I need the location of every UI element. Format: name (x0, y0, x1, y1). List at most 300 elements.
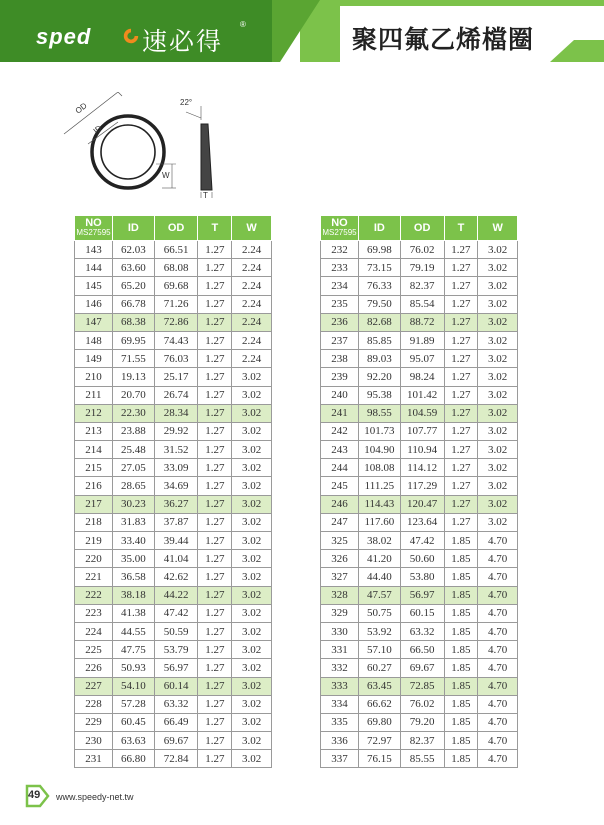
cell-id: 47.57 (358, 586, 400, 604)
cell-t: 1.85 (444, 622, 478, 640)
cell-od: 63.32 (400, 622, 444, 640)
cell-t: 1.85 (444, 732, 478, 750)
cell-no: 332 (321, 659, 359, 677)
cell-od: 71.26 (154, 295, 198, 313)
cell-od: 76.02 (400, 241, 444, 259)
cell-t: 1.27 (444, 313, 478, 331)
cell-id: 57.10 (358, 641, 400, 659)
cell-od: 56.97 (154, 659, 198, 677)
table-row (75, 241, 272, 259)
table-row (321, 586, 518, 604)
cell-no: 143 (75, 241, 113, 259)
cell-no: 145 (75, 277, 113, 295)
cell-w: 3.02 (478, 331, 518, 349)
cell-w: 2.24 (232, 241, 272, 259)
cell-od: 28.34 (154, 404, 198, 422)
cell-no: 215 (75, 459, 113, 477)
cell-id: 98.55 (358, 404, 400, 422)
cell-w: 3.02 (232, 713, 272, 731)
cell-w: 4.70 (478, 622, 518, 640)
ring-dimension-drawing (56, 92, 236, 202)
cell-id: 92.20 (358, 368, 400, 386)
cell-no: 223 (75, 604, 113, 622)
table-row (75, 677, 272, 695)
label-angle: 22° (180, 98, 193, 107)
cell-no: 235 (321, 295, 359, 313)
table-row (321, 677, 518, 695)
cell-no: 227 (75, 677, 113, 695)
cell-w: 3.02 (478, 277, 518, 295)
cell-no: 219 (75, 532, 113, 550)
cell-no: 144 (75, 259, 113, 277)
cell-no: 214 (75, 441, 113, 459)
cell-od: 120.47 (400, 495, 444, 513)
cell-id: 76.15 (358, 750, 400, 768)
table-row (75, 532, 272, 550)
cell-id: 117.60 (358, 513, 400, 531)
cell-no: 231 (75, 750, 113, 768)
cell-id: 82.68 (358, 313, 400, 331)
cell-t: 1.27 (198, 368, 232, 386)
cell-w: 2.24 (232, 259, 272, 277)
cell-od: 47.42 (400, 532, 444, 550)
cell-no: 148 (75, 331, 113, 349)
cell-id: 63.45 (358, 677, 400, 695)
cell-id: 111.25 (358, 477, 400, 495)
cell-od: 56.97 (400, 586, 444, 604)
cell-od: 114.12 (400, 459, 444, 477)
table-row (75, 422, 272, 440)
cell-t: 1.27 (198, 750, 232, 768)
cell-t: 1.27 (198, 732, 232, 750)
cell-od: 72.86 (154, 313, 198, 331)
table-row (75, 386, 272, 404)
cell-w: 3.02 (232, 422, 272, 440)
cell-t: 1.27 (198, 404, 232, 422)
cell-t: 1.27 (198, 331, 232, 349)
cell-w: 3.02 (478, 241, 518, 259)
table-row (321, 695, 518, 713)
cell-w: 3.02 (232, 586, 272, 604)
cell-od: 69.67 (400, 659, 444, 677)
cell-no: 217 (75, 495, 113, 513)
cell-id: 27.05 (112, 459, 154, 477)
cell-w: 2.24 (232, 277, 272, 295)
cell-w: 3.02 (232, 604, 272, 622)
footer-url: www.speedy-net.tw (56, 792, 134, 802)
cell-w: 3.02 (232, 495, 272, 513)
cell-w: 3.02 (232, 532, 272, 550)
cell-t: 1.27 (198, 459, 232, 477)
cell-t: 1.27 (198, 386, 232, 404)
cell-t: 1.27 (198, 422, 232, 440)
cell-t: 1.85 (444, 695, 478, 713)
cell-id: 66.78 (112, 295, 154, 313)
cell-t: 1.27 (444, 477, 478, 495)
cell-t: 1.27 (444, 368, 478, 386)
cell-od: 88.72 (400, 313, 444, 331)
cell-id: 73.15 (358, 259, 400, 277)
table-row (321, 713, 518, 731)
cell-no: 147 (75, 313, 113, 331)
cell-no: 228 (75, 695, 113, 713)
cell-id: 66.62 (358, 695, 400, 713)
cell-w: 3.02 (232, 459, 272, 477)
cell-id: 20.70 (112, 386, 154, 404)
cell-no: 210 (75, 368, 113, 386)
cell-od: 29.92 (154, 422, 198, 440)
table-row (321, 277, 518, 295)
table-row (321, 259, 518, 277)
cell-t: 1.27 (444, 350, 478, 368)
cell-t: 1.27 (444, 422, 478, 440)
cell-w: 3.02 (232, 732, 272, 750)
table-row (75, 495, 272, 513)
cell-w: 4.70 (478, 732, 518, 750)
cell-w: 3.02 (232, 477, 272, 495)
cell-w: 4.70 (478, 695, 518, 713)
cell-w: 4.70 (478, 659, 518, 677)
table-row (321, 404, 518, 422)
cell-t: 1.85 (444, 568, 478, 586)
cell-w: 4.70 (478, 532, 518, 550)
cell-t: 1.27 (444, 441, 478, 459)
cell-id: 60.27 (358, 659, 400, 677)
cell-od: 76.03 (154, 350, 198, 368)
cell-no: 225 (75, 641, 113, 659)
cell-od: 66.49 (154, 713, 198, 731)
table-row (75, 313, 272, 331)
cell-id: 104.90 (358, 441, 400, 459)
cell-t: 1.27 (198, 295, 232, 313)
cell-id: 44.55 (112, 622, 154, 640)
table-row (321, 331, 518, 349)
cell-w: 3.02 (232, 568, 272, 586)
label-od: OD (73, 101, 89, 116)
cell-no: 233 (321, 259, 359, 277)
cell-w: 4.70 (478, 713, 518, 731)
cell-t: 1.27 (198, 495, 232, 513)
cell-no: 240 (321, 386, 359, 404)
cell-no: 337 (321, 750, 359, 768)
cell-id: 38.02 (358, 532, 400, 550)
cell-od: 82.37 (400, 277, 444, 295)
table-row (75, 622, 272, 640)
table-row (321, 622, 518, 640)
cell-od: 98.24 (400, 368, 444, 386)
cell-w: 3.02 (232, 368, 272, 386)
col-header-t: T (198, 216, 232, 241)
label-t: T (203, 191, 208, 200)
col-header-no: NO MS27595 (321, 216, 359, 241)
cell-no: 238 (321, 350, 359, 368)
table-row (321, 295, 518, 313)
cell-w: 3.02 (478, 350, 518, 368)
table-row (75, 604, 272, 622)
table-row (75, 368, 272, 386)
cell-t: 1.85 (444, 641, 478, 659)
cell-no: 211 (75, 386, 113, 404)
cell-od: 74.43 (154, 331, 198, 349)
table-row (75, 713, 272, 731)
cell-no: 213 (75, 422, 113, 440)
cell-od: 69.68 (154, 277, 198, 295)
cell-no: 334 (321, 695, 359, 713)
cell-t: 1.27 (198, 313, 232, 331)
cell-no: 335 (321, 713, 359, 731)
cell-w: 3.02 (478, 386, 518, 404)
cell-id: 85.85 (358, 331, 400, 349)
cell-t: 1.27 (198, 350, 232, 368)
cell-t: 1.27 (198, 641, 232, 659)
cell-w: 3.02 (232, 695, 272, 713)
table-row (321, 550, 518, 568)
col-header-id: ID (112, 216, 154, 241)
page-number: 49 (28, 789, 41, 801)
cell-t: 1.85 (444, 550, 478, 568)
col-header-no: NO MS27595 (75, 216, 113, 241)
cell-od: 44.22 (154, 586, 198, 604)
cell-no: 234 (321, 277, 359, 295)
table-row (75, 350, 272, 368)
cell-no: 242 (321, 422, 359, 440)
cell-od: 41.04 (154, 550, 198, 568)
cell-w: 3.02 (232, 750, 272, 768)
cell-no: 224 (75, 622, 113, 640)
cell-w: 3.02 (232, 677, 272, 695)
table-row (75, 441, 272, 459)
cell-od: 69.67 (154, 732, 198, 750)
cell-id: 65.20 (112, 277, 154, 295)
cell-id: 89.03 (358, 350, 400, 368)
col-header-od: OD (154, 216, 198, 241)
cell-t: 1.27 (444, 331, 478, 349)
cell-w: 4.70 (478, 550, 518, 568)
cell-no: 149 (75, 350, 113, 368)
table-row (321, 513, 518, 531)
cell-t: 1.27 (198, 259, 232, 277)
cell-id: 25.48 (112, 441, 154, 459)
cell-no: 244 (321, 459, 359, 477)
table-row (321, 368, 518, 386)
cell-od: 123.64 (400, 513, 444, 531)
cell-id: 63.63 (112, 732, 154, 750)
cell-id: 41.38 (112, 604, 154, 622)
cell-t: 1.27 (444, 404, 478, 422)
cell-no: 230 (75, 732, 113, 750)
cell-id: 28.65 (112, 477, 154, 495)
table-row (321, 386, 518, 404)
cell-no: 246 (321, 495, 359, 513)
cell-t: 1.27 (198, 677, 232, 695)
cell-no: 333 (321, 677, 359, 695)
table-row (321, 350, 518, 368)
cell-od: 104.59 (400, 404, 444, 422)
cell-no: 241 (321, 404, 359, 422)
cell-t: 1.27 (198, 586, 232, 604)
cell-t: 1.27 (444, 513, 478, 531)
cell-w: 4.70 (478, 677, 518, 695)
brand-logo-text: sped (36, 24, 92, 49)
col-header-w: W (232, 216, 272, 241)
cell-od: 66.50 (400, 641, 444, 659)
cell-no: 328 (321, 586, 359, 604)
table-row (75, 513, 272, 531)
cell-w: 2.24 (232, 350, 272, 368)
cell-id: 71.55 (112, 350, 154, 368)
cell-w: 3.02 (478, 495, 518, 513)
cell-t: 1.85 (444, 532, 478, 550)
cell-w: 2.24 (232, 295, 272, 313)
cell-no: 329 (321, 604, 359, 622)
cell-w: 3.02 (478, 313, 518, 331)
cell-t: 1.27 (198, 513, 232, 531)
cell-id: 68.38 (112, 313, 154, 331)
cell-t: 1.85 (444, 713, 478, 731)
cell-w: 3.02 (232, 513, 272, 531)
cell-id: 60.45 (112, 713, 154, 731)
cell-t: 1.27 (444, 495, 478, 513)
cell-no: 220 (75, 550, 113, 568)
cell-od: 42.62 (154, 568, 198, 586)
cell-w: 4.70 (478, 568, 518, 586)
cell-no: 236 (321, 313, 359, 331)
cell-w: 3.02 (232, 641, 272, 659)
cell-id: 50.75 (358, 604, 400, 622)
cell-w: 3.02 (478, 441, 518, 459)
col-header-w: W (478, 216, 518, 241)
cell-t: 1.85 (444, 659, 478, 677)
table-row (75, 259, 272, 277)
spec-table-right (320, 215, 518, 768)
cell-no: 243 (321, 441, 359, 459)
label-id: ID (91, 123, 104, 136)
cell-t: 1.27 (198, 441, 232, 459)
cell-w: 4.70 (478, 750, 518, 768)
cell-od: 36.27 (154, 495, 198, 513)
table-row (321, 750, 518, 768)
table-row (75, 404, 272, 422)
table-row (321, 495, 518, 513)
cell-od: 60.14 (154, 677, 198, 695)
cell-od: 85.54 (400, 295, 444, 313)
cell-t: 1.85 (444, 604, 478, 622)
cell-no: 146 (75, 295, 113, 313)
brand-chinese-name: 速必得 (142, 27, 224, 56)
cell-id: 53.92 (358, 622, 400, 640)
cell-w: 2.24 (232, 313, 272, 331)
cell-od: 37.87 (154, 513, 198, 531)
cell-no: 331 (321, 641, 359, 659)
cell-id: 108.08 (358, 459, 400, 477)
cell-od: 25.17 (154, 368, 198, 386)
cell-no: 239 (321, 368, 359, 386)
cell-w: 3.02 (478, 404, 518, 422)
cell-no: 226 (75, 659, 113, 677)
brand-swirl-icon (122, 27, 140, 45)
cell-od: 50.60 (400, 550, 444, 568)
cell-t: 1.27 (198, 622, 232, 640)
cell-od: 47.42 (154, 604, 198, 622)
col-header-t: T (444, 216, 478, 241)
cell-id: 33.40 (112, 532, 154, 550)
cell-w: 2.24 (232, 331, 272, 349)
cell-t: 1.27 (198, 604, 232, 622)
cell-w: 4.70 (478, 641, 518, 659)
table-row (321, 532, 518, 550)
table-row (321, 477, 518, 495)
cell-t: 1.27 (198, 277, 232, 295)
cell-od: 50.59 (154, 622, 198, 640)
cell-w: 3.02 (232, 386, 272, 404)
cell-no: 326 (321, 550, 359, 568)
cell-od: 107.77 (400, 422, 444, 440)
cell-w: 3.02 (478, 422, 518, 440)
cell-t: 1.27 (444, 259, 478, 277)
cell-t: 1.27 (198, 241, 232, 259)
cell-t: 1.85 (444, 586, 478, 604)
cell-t: 1.27 (444, 241, 478, 259)
cell-w: 3.02 (232, 622, 272, 640)
table-row (75, 750, 272, 768)
table-row (75, 586, 272, 604)
cell-id: 38.18 (112, 586, 154, 604)
table-row (75, 695, 272, 713)
cell-t: 1.27 (198, 550, 232, 568)
cell-id: 44.40 (358, 568, 400, 586)
cell-t: 1.27 (198, 713, 232, 731)
cell-t: 1.27 (198, 695, 232, 713)
table-row (75, 641, 272, 659)
page-title: 聚四氟乙烯檔圈 (352, 25, 535, 54)
cell-od: 79.20 (400, 713, 444, 731)
cell-no: 325 (321, 532, 359, 550)
cell-od: 110.94 (400, 441, 444, 459)
cell-no: 218 (75, 513, 113, 531)
cell-id: 57.28 (112, 695, 154, 713)
cell-id: 31.83 (112, 513, 154, 531)
table-row (75, 295, 272, 313)
cell-od: 68.08 (154, 259, 198, 277)
cell-id: 66.80 (112, 750, 154, 768)
cell-w: 4.70 (478, 586, 518, 604)
cell-od: 85.55 (400, 750, 444, 768)
cell-w: 3.02 (478, 513, 518, 531)
cell-t: 1.27 (198, 568, 232, 586)
cell-id: 30.23 (112, 495, 154, 513)
cell-id: 79.50 (358, 295, 400, 313)
table-row (75, 732, 272, 750)
cell-no: 336 (321, 732, 359, 750)
cell-id: 36.58 (112, 568, 154, 586)
table-row (75, 331, 272, 349)
cell-no: 216 (75, 477, 113, 495)
cell-od: 63.32 (154, 695, 198, 713)
table-row (321, 641, 518, 659)
cell-w: 3.02 (232, 404, 272, 422)
spec-table-left (74, 215, 272, 768)
cell-id: 69.98 (358, 241, 400, 259)
label-w: W (162, 171, 170, 180)
cell-id: 41.20 (358, 550, 400, 568)
cell-id: 62.03 (112, 241, 154, 259)
cell-no: 237 (321, 331, 359, 349)
cell-od: 79.19 (400, 259, 444, 277)
cell-od: 117.29 (400, 477, 444, 495)
cell-t: 1.27 (444, 277, 478, 295)
table-row (321, 659, 518, 677)
cell-id: 114.43 (358, 495, 400, 513)
